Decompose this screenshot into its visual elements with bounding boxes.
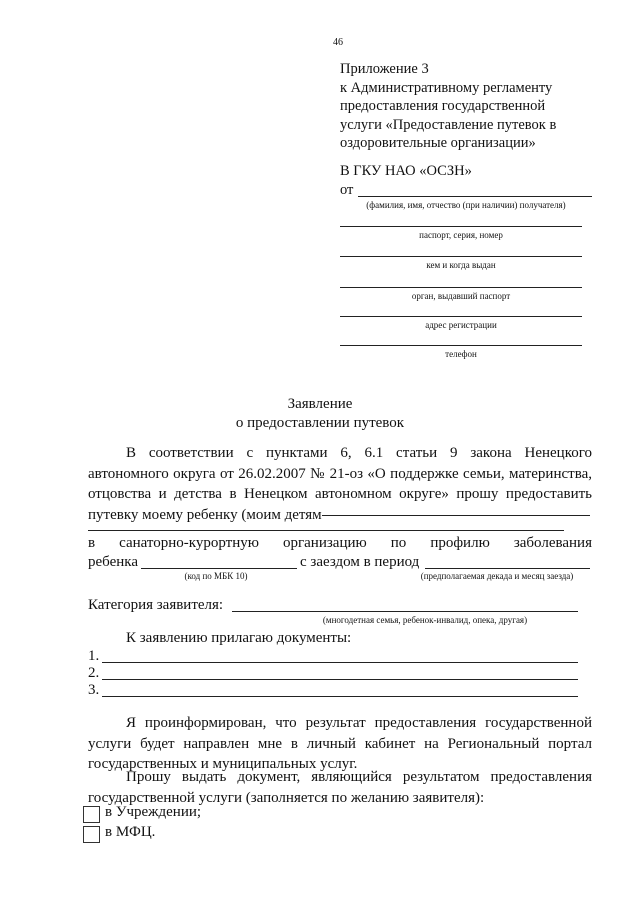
arrival-period-field[interactable] bbox=[425, 568, 590, 569]
application-paragraph: В соответствии с пунктами 6, 6.1 статьи 9 закона Ненецкого автономного округа от 26.02.2007 № 21-оз «О поддержке семьи, материнства, отцовства и детства в Ненецком автономном округе» прошу предоставить путевку моему ребенку (моим детям bbox=[88, 445, 592, 523]
org-word: в bbox=[88, 535, 96, 551]
appendix-line: услуги «Предоставление путевок в bbox=[340, 116, 557, 133]
org-word: профилю bbox=[430, 535, 490, 551]
issuing-authority-field[interactable] bbox=[340, 287, 582, 288]
attachment-field[interactable] bbox=[102, 662, 578, 663]
addressee-to: В ГКУ НАО «ОСЗН» bbox=[340, 163, 472, 179]
informed-paragraph: Я проинформирован, что результат предоставления государственной услуги будет направлен мне в личный кабинет на Региональный портал государственных и муниципальных услуг. bbox=[88, 715, 592, 772]
appendix-line: Приложение 3 bbox=[340, 61, 429, 77]
phone-field[interactable] bbox=[340, 345, 582, 346]
org-word: организацию bbox=[283, 535, 367, 551]
attachment-number: 1. bbox=[88, 648, 100, 664]
appendix-heading bbox=[340, 60, 620, 153]
issuing-authority-caption: орган, выдавший паспорт bbox=[411, 291, 511, 301]
registration-address-field[interactable] bbox=[340, 316, 582, 317]
option-mfc-label: в МФЦ. bbox=[105, 824, 156, 840]
applicant-name-field[interactable] bbox=[358, 196, 592, 197]
category-caption: (многодетная семья, ребенок-инвалид, опека, другая) bbox=[322, 615, 528, 625]
attachments-label: К заявлению прилагаю документы: bbox=[126, 630, 352, 646]
issued-by-when-caption: кем и когда выдан bbox=[426, 260, 496, 270]
attachment-field[interactable] bbox=[102, 696, 578, 697]
appendix-line: к Административному регламенту bbox=[340, 79, 553, 96]
code-caption: (код по МБК 10) bbox=[184, 571, 248, 581]
page-number: 46 bbox=[333, 37, 343, 48]
category-field[interactable] bbox=[232, 611, 578, 612]
registration-address-caption: адрес регистрации bbox=[425, 320, 497, 330]
attachment-number: 3. bbox=[88, 682, 100, 698]
attachment-number: 2. bbox=[88, 665, 100, 681]
request-paragraph: Прошу выдать документ, являющийся результатом предоставления государственной услуги (заполняется по желанию заявителя): bbox=[88, 769, 592, 806]
option-institution-checkbox[interactable] bbox=[83, 806, 100, 823]
children-field[interactable] bbox=[322, 515, 590, 516]
arrival-label: с заездом в период bbox=[300, 554, 420, 570]
org-word: по bbox=[390, 535, 407, 551]
option-mfc-checkbox[interactable] bbox=[83, 826, 100, 843]
category-label: Категория заявителя: bbox=[88, 597, 224, 613]
issued-by-when-field[interactable] bbox=[340, 256, 582, 257]
org-line bbox=[88, 535, 592, 552]
children-field-cont[interactable] bbox=[88, 530, 564, 531]
document-subtitle: о предоставлении путевок bbox=[235, 415, 405, 431]
option-institution-label: в Учреждении; bbox=[105, 804, 202, 820]
passport-caption: паспорт, серия, номер bbox=[419, 230, 503, 240]
document-title: Заявление bbox=[287, 396, 353, 412]
appendix-line: оздоровительные организации» bbox=[340, 135, 536, 152]
child-label: ребенка bbox=[88, 554, 138, 570]
disease-code-field[interactable] bbox=[141, 568, 297, 569]
passport-field[interactable] bbox=[340, 226, 582, 227]
org-word: заболевания bbox=[513, 535, 592, 551]
phone-caption: телефон bbox=[445, 349, 477, 359]
period-caption: (предполагаемая декада и месяц заезда) bbox=[420, 571, 574, 581]
appendix-line: предоставления государственной bbox=[340, 98, 546, 115]
attachment-field[interactable] bbox=[102, 679, 578, 680]
applicant-name-caption: (фамилия, имя, отчество (при наличии) получателя) bbox=[366, 200, 566, 210]
from-label: от bbox=[340, 182, 354, 198]
org-word: санаторно-курортную bbox=[119, 535, 259, 551]
